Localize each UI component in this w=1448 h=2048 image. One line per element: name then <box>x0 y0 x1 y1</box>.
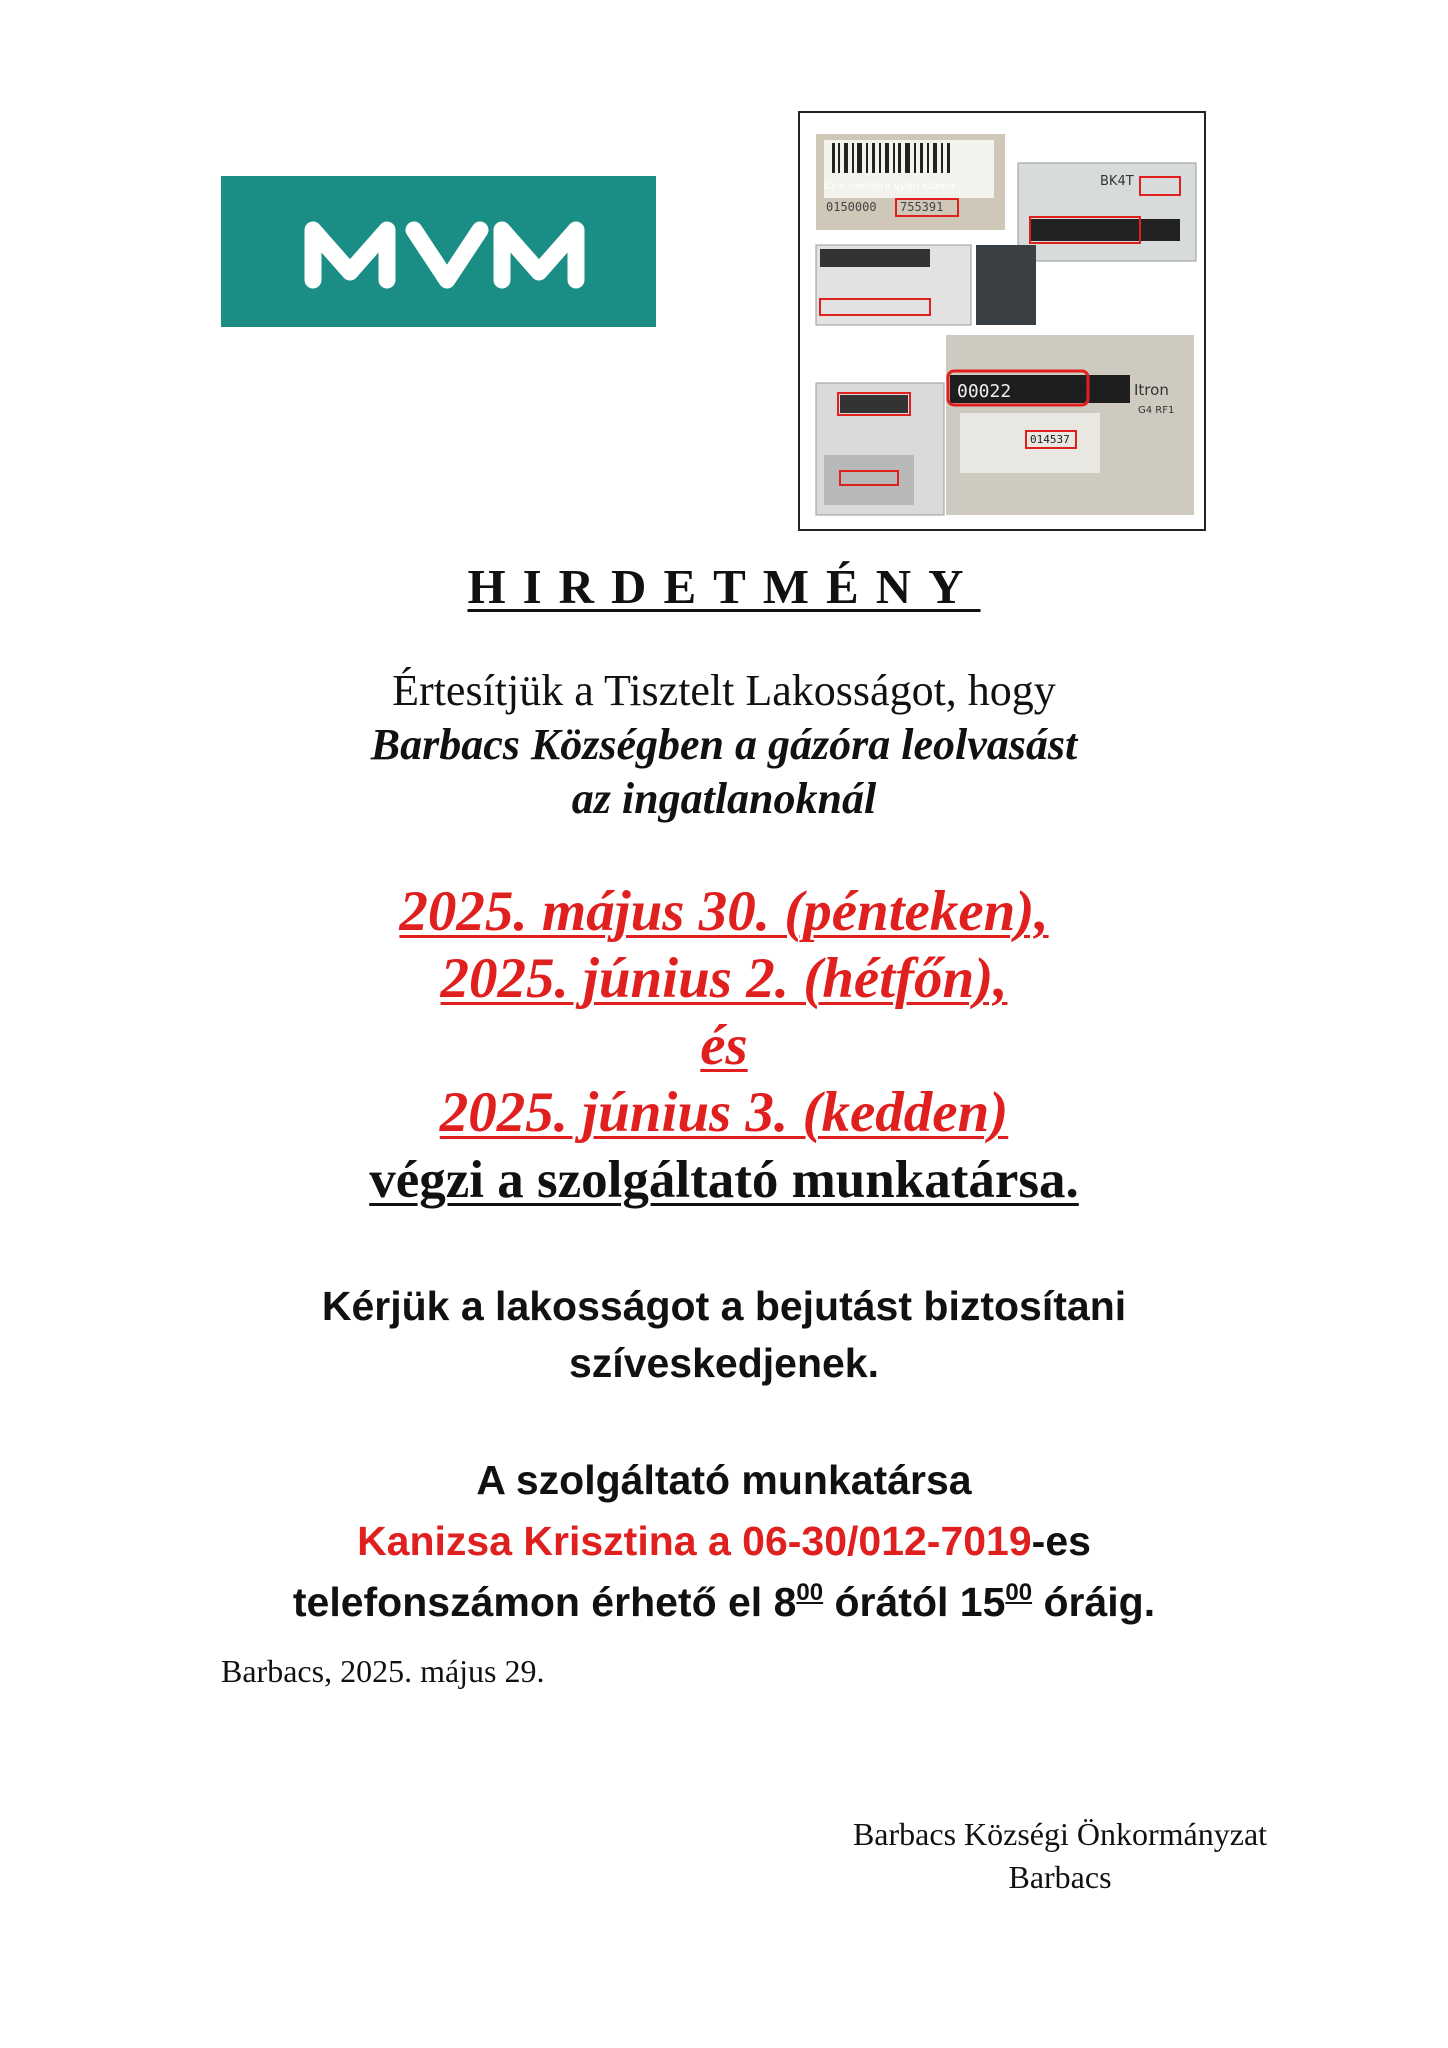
intro-line-1: Értesítjük a Tisztelt Lakosságot, hogy <box>392 666 1056 715</box>
contact-line-1: A szolgáltató munkatársa <box>476 1457 972 1503</box>
date-line-3: és <box>700 1014 748 1077</box>
svg-text:755391: 755391 <box>900 200 944 214</box>
request-line-2: szíveskedjenek. <box>569 1340 879 1386</box>
reading-dates <box>0 878 1448 1146</box>
mvm-logo <box>221 176 656 327</box>
signature-line-1: Barbacs Községi Önkormányzat <box>852 1816 1268 1852</box>
signature-line-2: Barbacs <box>1008 1859 1112 1895</box>
svg-text:00022: 00022 <box>957 381 1012 402</box>
svg-text:G4 RF1: G4 RF1 <box>1138 405 1175 416</box>
contact-line-2 <box>0 1511 1448 1572</box>
contact-info <box>0 1450 1448 1639</box>
svg-text:BK4T: BK4T <box>1100 174 1134 189</box>
gas-meter-photos <box>800 113 1208 533</box>
date-line-1: 2025. május 30. (pénteken), <box>399 880 1049 943</box>
intro-line-2: Barbacs Községben a gázóra leolvasást <box>370 720 1078 769</box>
intro-text <box>0 664 1448 826</box>
place-and-date: Barbacs, 2025. május 29. <box>221 1653 545 1689</box>
page-title: HIRDETMÉNY <box>467 559 981 614</box>
access-request <box>0 1278 1448 1392</box>
svg-text:0150000: 0150000 <box>826 200 877 214</box>
gas-meter-photo-collage <box>798 111 1206 531</box>
intro-line-3: az ingatlanoknál <box>571 774 877 823</box>
svg-text:014537: 014537 <box>1030 433 1070 446</box>
contact-name-phone: Kanizsa Krisztina a 06-30/012-7019 <box>357 1518 1032 1564</box>
task-line: végzi a szolgáltató munkatársa. <box>369 1151 1079 1209</box>
time-sup-1: 00 <box>796 1579 824 1606</box>
mvm-logo-mark <box>221 176 656 327</box>
svg-text:Ez a mérőóra gyári száma: Ez a mérőóra gyári száma <box>824 181 955 192</box>
contact-suffix: -es <box>1031 1518 1091 1564</box>
request-line-1: Kérjük a lakosságot a bejutást biztosítani <box>321 1283 1127 1329</box>
svg-text:Itron: Itron <box>1134 381 1169 399</box>
signature-block <box>700 1813 1420 1899</box>
date-line-4: 2025. június 3. (kedden) <box>439 1081 1009 1144</box>
time-sup-2: 00 <box>1005 1579 1033 1606</box>
contact-line-3: telefonszámon érhető el $8^{00}$ órától $15^{00}$ óráig. <box>292 1579 1156 1625</box>
date-line-2: 2025. június 2. (hétfőn), <box>440 947 1008 1010</box>
